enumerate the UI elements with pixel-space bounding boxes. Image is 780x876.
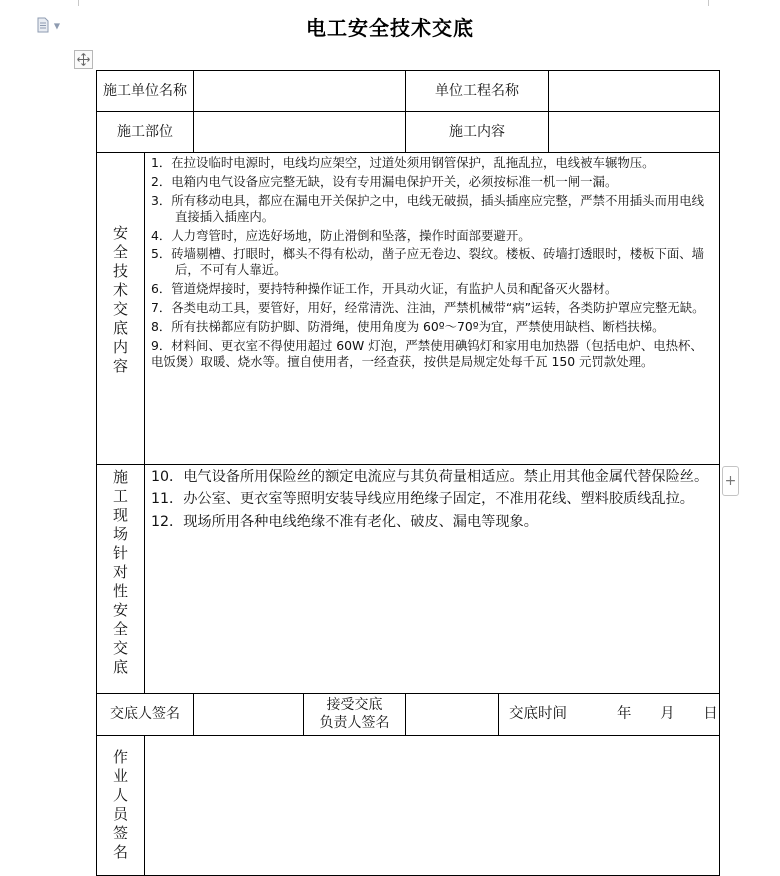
dropdown-caret-icon: ▼ [53,21,60,31]
table-row-unit [97,71,720,112]
day-label: 日 [703,705,718,722]
site-specific-label-cell [97,465,145,694]
safety-content-label: 安全技术交底内容 [113,224,129,376]
discloser-signature-label: 交底人签名 [97,694,194,736]
document-title: 电工安全技术交底 [306,16,474,40]
safety-content-cell[interactable] [145,153,720,465]
disclosure-time-row [499,706,719,723]
workers-signature-label-cell [97,736,145,876]
add-row-button[interactable] [722,466,739,496]
site-specific-label: 施工现场针对性安全交底 [113,468,129,677]
receiver-label-line1: 接受交底 [326,697,383,713]
project-name-label: 单位工程名称 [406,71,549,112]
construction-part-label: 施工部位 [97,112,194,153]
list-item: 6．管道烧焊接时，要持特种操作证工作，开具动火证，有监护人员和配备灭火器材。 [151,281,618,297]
disclosure-time-cell[interactable] [499,694,720,736]
date-placeholders [585,706,718,723]
list-item: 1．在拉设临时电源时，电线均应架空，过道处须用钢管保护，乱拖乱拉，电线被车辗物压。 [151,155,655,170]
list-item: 10．电气设备所用保险丝的额定电流应与其负荷量相适应。禁止用其他金属代替保险丝。 [151,469,709,485]
table-row-location [97,112,720,153]
list-item: 3．所有移动电具，都应在漏电开关保护之中，电线无破损，插头插座应完整，严禁不用插头而用电线直接插入插座内。 [151,192,705,224]
list-item: 2．电箱内电气设备应完整无缺，设有专用漏电保护开关，必须按标准一机一闸一漏。 [151,173,618,189]
project-name-field[interactable] [549,71,720,112]
table-row-workers [97,736,720,876]
list-item: 5．砖墙剔槽、打眼时，榔头不得有松动，凿子应无卷边、裂纹。楼板、砖墙打透眼时，楼板下面、墙后，不可有人靠近。 [151,246,705,278]
month-label: 月 [660,705,675,722]
table-move-handle[interactable] [74,50,93,69]
safety-content-label-cell [97,153,145,465]
plus-icon: + [724,473,737,489]
disclosure-table [96,70,720,876]
workers-signature-label: 作业人员签名 [113,748,129,862]
page-corner-mark-right [708,0,709,6]
site-specific-list [145,468,719,531]
safety-content-list [145,153,719,370]
construction-part-field[interactable] [194,112,406,153]
list-item: 9．材料间、更衣室不得使用超过 60W 灯泡，严禁使用碘钨灯和家用电加热器（包括电炉、电热杯、电饭煲）取暖、烧水等。擅自使用者，一经查获，按供是局规定处每千瓦 150 元罚款处理。 [151,337,703,369]
receiver-signature-field[interactable] [406,694,499,736]
list-item: 4．人力弯管时，应选好场地，防止滑倒和坠落，操作时面部要避开。 [151,227,531,243]
move-icon [77,53,90,66]
list-item: 12．现场所用各种电线绝缘不准有老化、破皮、漏电等现象。 [151,513,538,530]
table-row-safety-content [97,153,720,465]
workers-signature-field[interactable] [145,736,720,876]
page-corner-mark-left [78,0,79,6]
year-label: 年 [617,705,632,722]
disclosure-time-label: 交底时间 [509,705,567,722]
list-item: 11．办公室、更衣室等照明安装导线应用绝缘子固定，不准用花线、塑料胶质线乱拉。 [151,491,694,508]
construction-content-label: 施工内容 [406,112,549,153]
discloser-signature-field[interactable] [194,694,304,736]
list-item: 8．所有扶梯都应有防护脚、防滑绳，使用角度为 60º～70º为宜，严禁使用缺档、断档扶梯。 [151,318,665,334]
site-specific-cell[interactable] [145,465,720,694]
unit-name-field[interactable] [194,71,406,112]
table-row-signatures [97,694,720,736]
receiver-signature-label [304,694,406,736]
unit-name-label: 施工单位名称 [97,71,194,112]
table-row-site-specific [97,465,720,694]
list-item: 7．各类电动工具，要管好，用好，经常清洗、注油，严禁机械带“病”运转，各类防护罩应完整无缺。 [151,300,705,315]
receiver-label-line2: 负责人签名 [319,714,390,731]
construction-content-field[interactable] [549,112,720,153]
